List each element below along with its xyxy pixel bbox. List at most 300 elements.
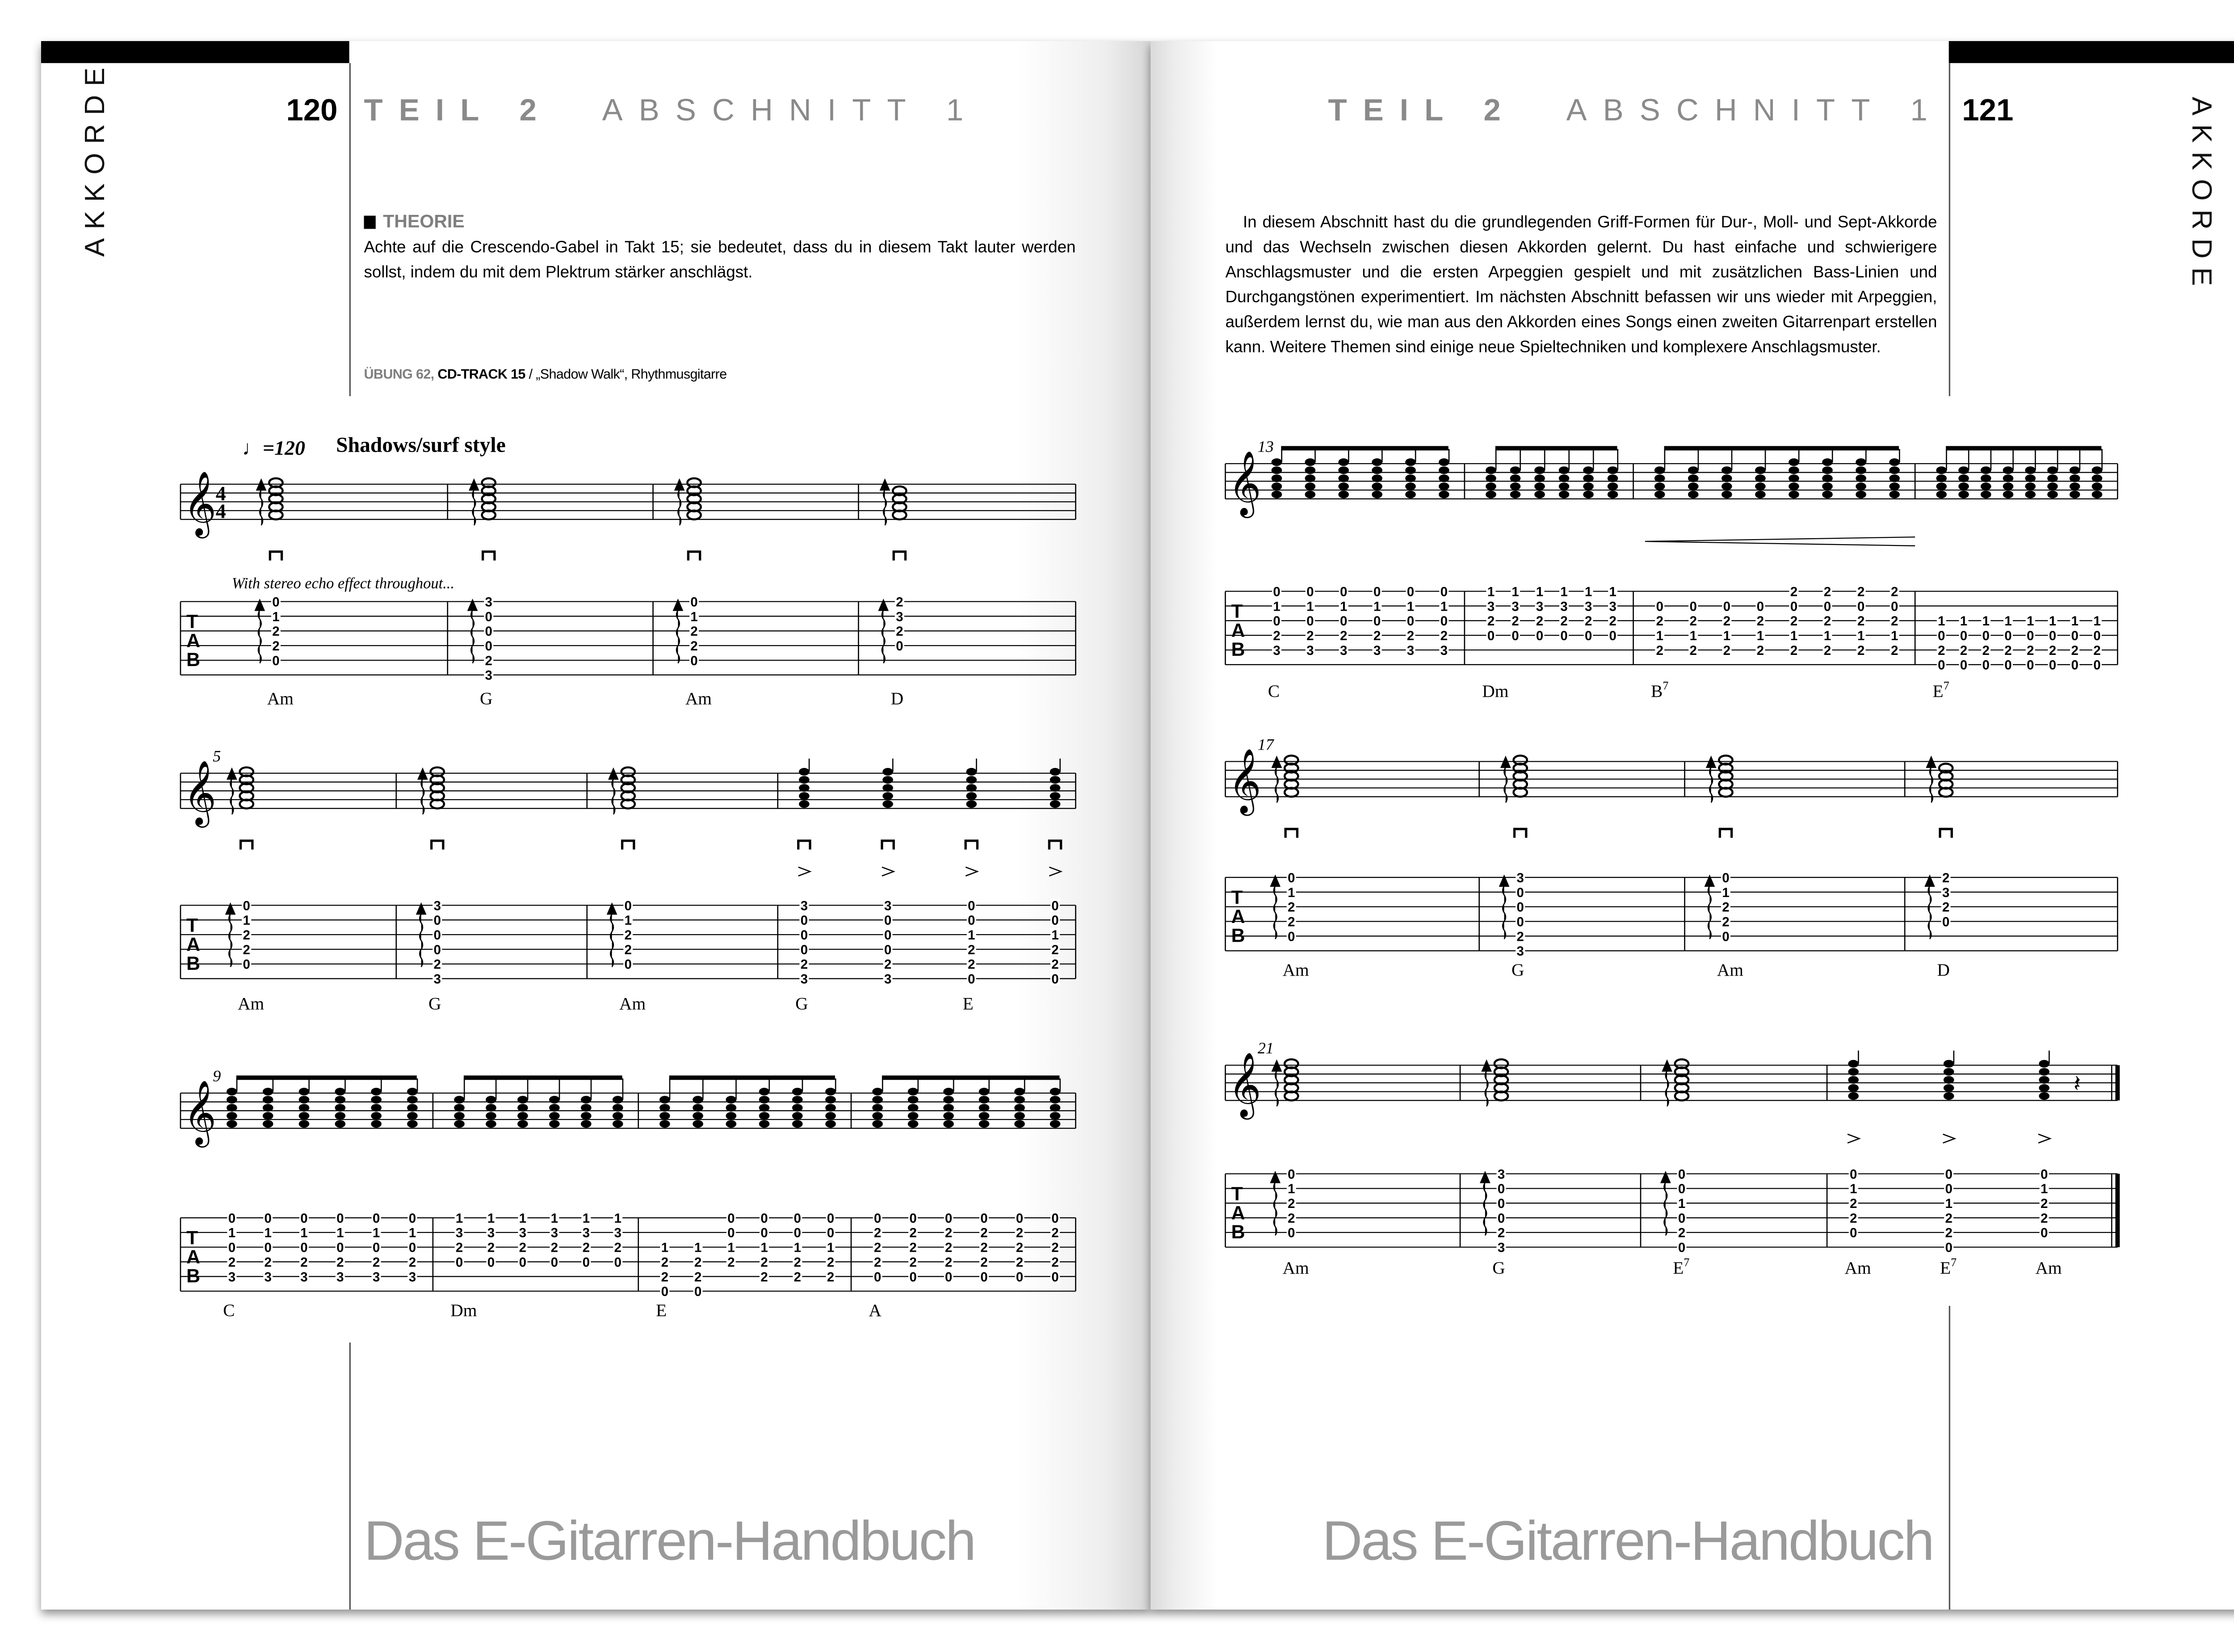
tab-number: 2 — [1756, 614, 1764, 629]
tab-number: 1 — [1512, 584, 1519, 600]
right-side-label: AKKORDE — [2185, 96, 2216, 295]
tab-number: 2 — [760, 1255, 768, 1270]
tab-number: 1 — [1756, 628, 1764, 643]
tab-number: 2 — [1857, 614, 1865, 629]
note-head — [227, 1112, 237, 1120]
tab-number: 3 — [1609, 599, 1617, 614]
note-head — [726, 1104, 736, 1111]
tab-number: 0 — [909, 1270, 917, 1285]
note-beam — [1281, 446, 1448, 450]
tab-number: 0 — [550, 1255, 558, 1270]
tab-number: 2 — [980, 1225, 988, 1241]
tab-number: 2 — [264, 1255, 272, 1270]
chord-name — [963, 994, 974, 1014]
tab-number: 2 — [794, 1255, 801, 1270]
tab-arpeggio-arrow-icon — [1271, 876, 1280, 939]
tab-number: 2 — [1722, 900, 1730, 915]
note-head — [1848, 1092, 1859, 1100]
tab-number: 0 — [884, 942, 892, 957]
note-head — [759, 1120, 770, 1128]
tab-number: 0 — [1440, 584, 1448, 600]
note-head — [454, 1112, 465, 1120]
arpeggio-up-arrow-icon — [418, 769, 427, 814]
note-head — [1822, 458, 1833, 466]
tab-number: 2 — [800, 957, 808, 972]
note-head — [693, 1096, 703, 1103]
tab-number: 1 — [1938, 614, 1945, 629]
note-head — [799, 768, 810, 776]
note-head — [1405, 474, 1416, 482]
accent-icon — [1848, 1134, 1859, 1143]
tab-number: 3 — [1584, 599, 1592, 614]
note-head — [1405, 482, 1416, 490]
note-head — [407, 1096, 418, 1103]
music-system — [181, 1067, 1075, 1321]
note-head — [1486, 466, 1496, 474]
chord-root: G — [1492, 1258, 1505, 1278]
downstroke-icon — [798, 841, 810, 850]
tab-number: 1 — [336, 1225, 344, 1241]
note-head — [2070, 474, 2080, 482]
tab-number: 1 — [455, 1211, 463, 1226]
tab-number: 2 — [228, 1255, 236, 1270]
arpeggio-up-arrow-icon — [1482, 1061, 1491, 1107]
tab-number: 1 — [1857, 628, 1865, 643]
note-head — [263, 1088, 273, 1095]
note-head — [2003, 491, 2014, 498]
chord-name — [869, 1300, 882, 1320]
tab-number: 0 — [1790, 599, 1798, 614]
treble-clef-icon: 𝄞 — [1228, 1052, 1261, 1117]
tab-number: 2 — [1584, 614, 1592, 629]
note-head — [1936, 474, 1947, 482]
note-head — [1014, 1096, 1025, 1103]
running-head-teil: TEIL 2 — [1328, 94, 1517, 128]
tab-number: 3 — [264, 1270, 272, 1285]
tab-number: 0 — [1306, 584, 1314, 600]
tab-number: 2 — [827, 1255, 835, 1270]
note-head — [2039, 1076, 2049, 1084]
tab-number: 2 — [1849, 1211, 1857, 1226]
arpeggio-up-arrow-icon — [675, 480, 684, 525]
tab-number: 3 — [1373, 643, 1381, 658]
note-head — [1559, 466, 1570, 474]
tab-number: 2 — [1689, 614, 1697, 629]
note-head — [1014, 1112, 1025, 1120]
note-head — [872, 1096, 883, 1103]
downstroke-icon — [241, 841, 252, 850]
tab-number: 1 — [2093, 614, 2101, 629]
note-head — [1583, 491, 1594, 498]
tab-number: 1 — [1407, 599, 1415, 614]
tab-number: 0 — [1512, 628, 1519, 643]
note-head — [2025, 491, 2036, 498]
tab-number: 0 — [1487, 628, 1495, 643]
tab-number: 2 — [694, 1255, 702, 1270]
tab-number: 0 — [1373, 614, 1381, 629]
tab-number: 2 — [1890, 614, 1898, 629]
tab-number: 0 — [1440, 614, 1448, 629]
tab-arpeggio-arrow-icon — [1705, 876, 1714, 939]
exercise-number: ÜBUNG 62, — [364, 367, 434, 382]
note-head — [227, 1096, 237, 1103]
tab-number: 1 — [1340, 599, 1348, 614]
tab-number: 2 — [1960, 643, 1968, 658]
tab-number: 1 — [1487, 584, 1495, 600]
note-head — [1722, 474, 1732, 482]
tab-number: 3 — [1516, 944, 1524, 959]
downstroke-icon — [882, 841, 894, 850]
note-head — [659, 1096, 670, 1103]
note-head — [1486, 482, 1496, 490]
tab-number: 1 — [300, 1225, 308, 1241]
note-head — [1789, 491, 1799, 498]
note-head — [613, 1104, 623, 1111]
note-head — [882, 768, 893, 776]
tab-number: 1 — [2040, 1182, 2048, 1197]
left-side-label: AKKORDE — [80, 59, 112, 257]
tab-number: 0 — [727, 1225, 735, 1241]
tab-number: 0 — [485, 609, 492, 625]
note-head — [726, 1112, 736, 1120]
note-head — [335, 1120, 346, 1128]
note-head — [759, 1104, 770, 1111]
note-head — [1534, 482, 1545, 490]
note-head — [1050, 1112, 1061, 1120]
note-head — [726, 1120, 736, 1128]
tab-number: 2 — [2071, 643, 2079, 658]
note-head — [872, 1120, 883, 1128]
tab-number: 3 — [487, 1225, 495, 1241]
tab-number: 0 — [1051, 1270, 1059, 1285]
note-head — [1486, 474, 1496, 482]
tab-number: 1 — [1656, 628, 1663, 643]
tab-number: 0 — [1288, 1225, 1295, 1241]
note-head — [908, 1088, 919, 1095]
tab-number: 2 — [1942, 900, 1950, 915]
tab-number: 0 — [968, 972, 975, 987]
tab-number: 3 — [896, 609, 903, 625]
note-head — [1338, 482, 1349, 490]
tab-number: 2 — [1560, 614, 1568, 629]
note-head — [799, 776, 810, 784]
tab-number: 0 — [1340, 614, 1348, 629]
tab-number: 1 — [2071, 614, 2079, 629]
note-head — [1608, 474, 1618, 482]
note-head — [1856, 458, 1866, 466]
tab-number: 2 — [1497, 1225, 1505, 1241]
tab-arpeggio-arrow-icon — [1500, 876, 1509, 939]
tab-number: 2 — [896, 595, 903, 610]
note-head — [1789, 458, 1799, 466]
music-system — [1225, 735, 2117, 980]
tab-number: 0 — [1982, 658, 1990, 673]
tab-number: 0 — [1656, 599, 1663, 614]
chord-root: C — [223, 1300, 235, 1321]
cd-track: CD-TRACK 15 — [437, 367, 525, 382]
tab-number: 0 — [1560, 628, 1568, 643]
tab-number: 0 — [1516, 914, 1524, 930]
tab-number: 1 — [2049, 614, 2057, 629]
note-head — [1372, 466, 1382, 474]
downstroke-icon — [1515, 829, 1526, 838]
tab-number: 0 — [694, 1284, 702, 1300]
style-marking: Shadows/surf style — [336, 433, 506, 457]
note-head — [1655, 482, 1665, 490]
chord-name — [891, 689, 903, 709]
chord-root: Dm — [1482, 681, 1509, 701]
tab-number: 0 — [800, 928, 808, 943]
tab-number: 0 — [1823, 599, 1831, 614]
tab-number: 3 — [433, 898, 441, 914]
tab-number: 0 — [1890, 599, 1898, 614]
tab-number: 1 — [968, 928, 975, 943]
tab-number: 0 — [1960, 658, 1968, 673]
tab-number: 0 — [690, 653, 698, 668]
note-head — [693, 1104, 703, 1111]
tab-number: 2 — [272, 624, 280, 639]
tab-number: 0 — [2049, 628, 2057, 643]
tab-clef-letter: A — [186, 1246, 200, 1268]
tab-number: 3 — [485, 668, 492, 683]
tab-number: 1 — [1823, 628, 1831, 643]
tab-number: 0 — [1678, 1240, 1686, 1255]
tab-number: 3 — [1560, 599, 1568, 614]
note-head — [792, 1112, 803, 1120]
note-head — [371, 1088, 382, 1095]
note-head — [1958, 466, 1969, 474]
tab-number: 0 — [1288, 870, 1295, 885]
tab-number: 1 — [243, 913, 250, 928]
chord-root: Am — [238, 994, 265, 1014]
note-head — [1583, 474, 1594, 482]
tab-number: 2 — [2026, 643, 2034, 658]
note-head — [1559, 491, 1570, 498]
tab-number: 2 — [624, 942, 632, 957]
tab-number: 1 — [661, 1240, 669, 1255]
tab-number: 2 — [243, 928, 250, 943]
tab-number: 1 — [794, 1240, 801, 1255]
tab-number: 3 — [1497, 1240, 1505, 1255]
tab-number: 2 — [1790, 614, 1798, 629]
tab-number: 2 — [1512, 614, 1519, 629]
tab-number: 1 — [550, 1211, 558, 1226]
note-head — [1305, 482, 1315, 490]
note-head — [2025, 474, 2036, 482]
note-head — [407, 1112, 418, 1120]
tab-number: 3 — [485, 595, 492, 610]
tab-number: 2 — [1857, 584, 1865, 600]
tab-number: 2 — [909, 1255, 917, 1270]
note-head — [979, 1096, 990, 1103]
chord-root: Am — [619, 994, 646, 1014]
note-head — [1305, 458, 1315, 466]
note-head — [943, 1096, 954, 1103]
arpeggio-up-arrow-icon — [1663, 1061, 1671, 1107]
tab-number: 3 — [884, 898, 892, 914]
note-head — [299, 1096, 310, 1103]
note-head — [2047, 466, 2058, 474]
chord-name — [2035, 1258, 2062, 1278]
tab-number: 1 — [1051, 928, 1059, 943]
tab-number: 1 — [1790, 628, 1798, 643]
note-beam — [464, 1075, 622, 1080]
tab-number: 2 — [1790, 584, 1798, 600]
note-head — [1856, 491, 1866, 498]
left-footer-title: Das E-Gitarren-Handbuch — [364, 1511, 975, 1573]
tab-number: 0 — [1960, 628, 1968, 643]
tab-number: 0 — [661, 1284, 669, 1300]
note-head — [335, 1104, 346, 1111]
note-head — [581, 1120, 592, 1128]
tab-number: 2 — [1689, 643, 1697, 658]
chord-extension: 7 — [1951, 1256, 1957, 1269]
tab-number: 1 — [1288, 885, 1295, 900]
tab-number: 3 — [1536, 599, 1544, 614]
tab-number: 0 — [1516, 885, 1524, 900]
note-head — [613, 1120, 623, 1128]
tab-number: 2 — [1890, 643, 1898, 658]
tab-number: 0 — [1609, 628, 1617, 643]
chord-root: Dm — [450, 1300, 477, 1321]
tab-number: 2 — [1440, 628, 1448, 643]
note-head — [1439, 466, 1449, 474]
note-head — [966, 776, 977, 784]
time-signature: 4 — [215, 499, 226, 523]
tab-number: 1 — [827, 1240, 835, 1255]
note-head — [1050, 1088, 1061, 1095]
note-head — [1014, 1120, 1025, 1128]
tab-number: 3 — [1306, 643, 1314, 658]
chord-root: G — [479, 688, 493, 709]
downstroke-icon — [432, 841, 443, 850]
chord-name — [795, 994, 808, 1014]
downstroke-icon — [1285, 829, 1297, 838]
note-head — [1944, 1092, 1954, 1100]
tab-number: 0 — [1849, 1167, 1857, 1182]
note-head — [1981, 491, 1991, 498]
note-head — [882, 776, 893, 784]
tab-number: 0 — [1407, 584, 1415, 600]
chord-name — [1651, 679, 1668, 701]
tab-number: 0 — [519, 1255, 527, 1270]
tab-number: 2 — [1945, 1225, 1953, 1241]
tab-number: 0 — [372, 1240, 380, 1255]
tab-number: 1 — [2004, 614, 2012, 629]
tab-number: 1 — [1288, 1182, 1295, 1197]
note-head — [1856, 474, 1866, 482]
note-head — [2039, 1068, 2049, 1076]
tab-number: 3 — [550, 1225, 558, 1241]
downstroke-icon — [966, 841, 977, 850]
chord-root: E — [1673, 1258, 1684, 1278]
tab-number: 0 — [980, 1211, 988, 1226]
tab-number: 0 — [228, 1240, 236, 1255]
chord-extension: 7 — [1684, 1256, 1690, 1269]
tab-clef-letter: T — [1231, 887, 1243, 909]
note-head — [227, 1120, 237, 1128]
tab-number: 1 — [727, 1240, 735, 1255]
tab-number: 0 — [2071, 628, 2079, 643]
note-head — [371, 1120, 382, 1128]
tab-number: 2 — [1051, 1255, 1059, 1270]
tab-number: 0 — [1945, 1182, 1953, 1197]
tab-number: 2 — [624, 928, 632, 943]
accent-icon — [966, 867, 977, 876]
tab-number: 2 — [896, 624, 903, 639]
note-head — [2039, 1084, 2049, 1092]
note-head — [1405, 458, 1416, 466]
tab-number: 2 — [433, 957, 441, 972]
tab-number: 2 — [455, 1240, 463, 1255]
note-head — [792, 1088, 803, 1095]
tab-number: 0 — [1982, 628, 1990, 643]
tab-number: 3 — [300, 1270, 308, 1285]
tab-number: 2 — [1516, 929, 1524, 944]
note-head — [1822, 491, 1833, 498]
note-head — [1722, 482, 1732, 490]
note-head — [1848, 1060, 1859, 1068]
tab-number: 0 — [1678, 1211, 1686, 1226]
note-head — [371, 1096, 382, 1103]
tab-number: 0 — [2049, 658, 2057, 673]
note-head — [1272, 466, 1282, 474]
note-head — [1981, 482, 1991, 490]
note-head — [2025, 482, 2036, 490]
tab-number: 2 — [1373, 628, 1381, 643]
tab-number: 2 — [909, 1240, 917, 1255]
tab-number: 3 — [433, 972, 441, 987]
tab-number: 2 — [1857, 643, 1865, 658]
tab-number: 0 — [1340, 584, 1348, 600]
note-head — [1050, 784, 1061, 792]
note-head — [486, 1104, 496, 1111]
treble-clef-icon: 𝄞 — [183, 471, 217, 536]
tab-clef-letter: A — [186, 934, 200, 956]
tab-arpeggio-arrow-icon — [1925, 876, 1934, 939]
note-head — [1372, 491, 1382, 498]
note-head — [1534, 474, 1545, 482]
chord-root: G — [795, 994, 808, 1014]
note-head — [1688, 491, 1699, 498]
tab-number: 3 — [455, 1225, 463, 1241]
chord-extension: 7 — [1943, 679, 1949, 692]
tab-number: 2 — [372, 1255, 380, 1270]
tab-arpeggio-arrow-icon — [417, 904, 426, 967]
arpeggio-up-arrow-icon — [1272, 1061, 1281, 1107]
note-head — [407, 1088, 418, 1095]
note-head — [659, 1112, 670, 1120]
note-head — [1936, 491, 1947, 498]
note-head — [1688, 474, 1699, 482]
running-head-abschnitt: ABSCHNITT 1 — [1566, 94, 1944, 128]
note-head — [979, 1088, 990, 1095]
tab-clef-letter: B — [1231, 925, 1245, 947]
note-head — [2092, 474, 2103, 482]
running-head-abschnitt: ABSCHNITT 1 — [602, 94, 980, 128]
tab-number: 2 — [873, 1240, 882, 1255]
note-head — [1510, 474, 1521, 482]
note-head — [799, 792, 810, 800]
note-head — [1936, 482, 1947, 490]
note-head — [979, 1112, 990, 1120]
note-beam — [882, 1075, 1059, 1080]
note-head — [2003, 474, 2014, 482]
note-head — [1510, 482, 1521, 490]
tab-clef-letter: B — [1231, 1221, 1245, 1243]
note-head — [1050, 792, 1061, 800]
chord-name — [223, 1300, 235, 1320]
